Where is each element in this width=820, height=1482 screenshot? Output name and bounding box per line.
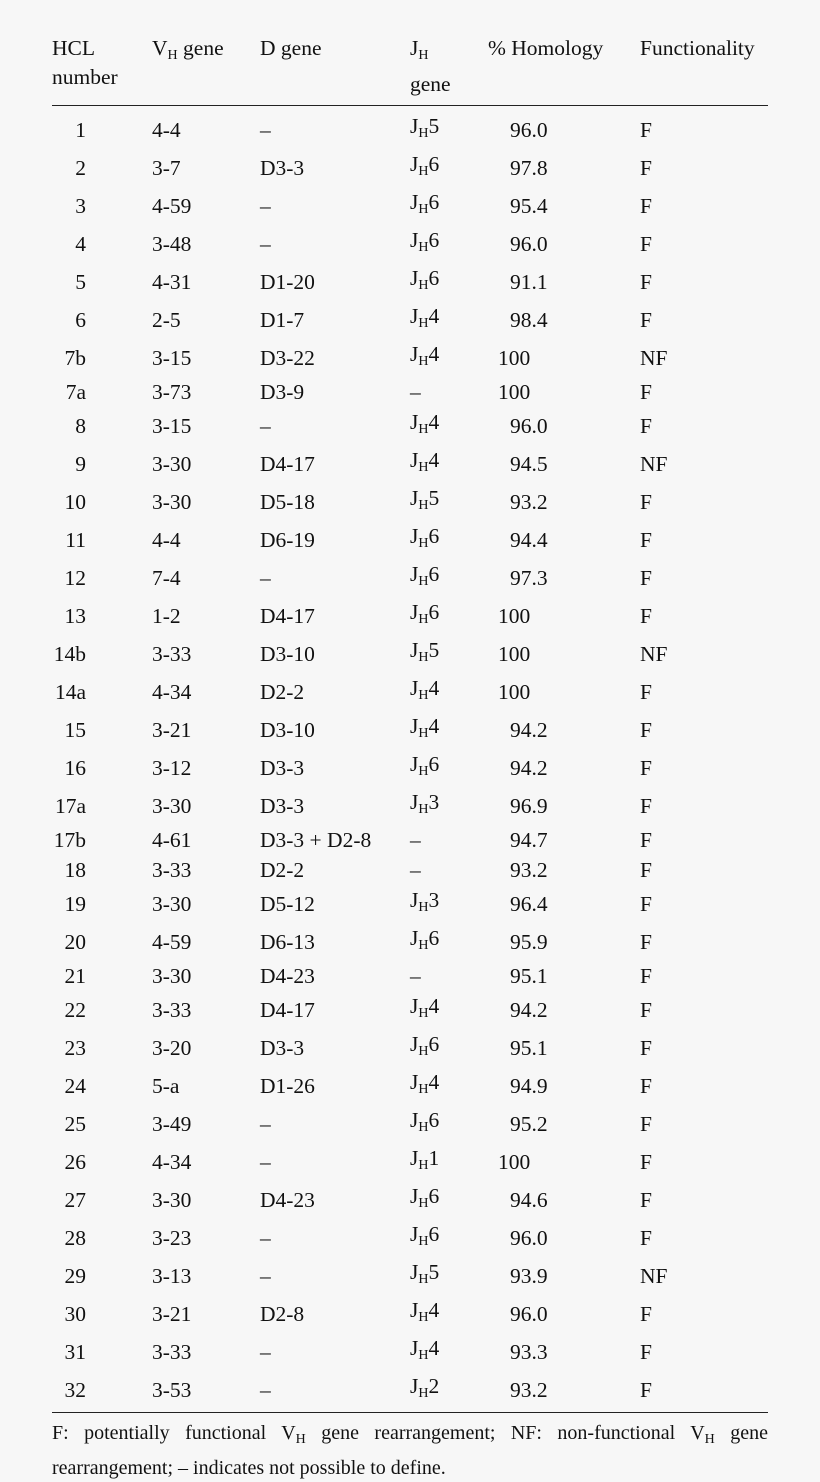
cell-hcl-number: 21	[64, 964, 86, 988]
header-homology: % Homology	[488, 36, 604, 60]
table-row	[52, 407, 768, 445]
cell-functionality: F	[640, 490, 652, 514]
table-row	[52, 1143, 768, 1181]
cell-hcl-number: 11	[65, 528, 86, 552]
cell-d-gene: D3-3	[260, 756, 305, 780]
cell-d-gene: D3-3 + D2-8	[260, 828, 372, 852]
header-hcl-number: HCL number	[52, 36, 118, 89]
cell-homology: 96.4	[510, 892, 548, 916]
table-row	[52, 749, 768, 787]
header-vh-gene: $V_H$ gene	[152, 36, 224, 63]
cell-d-gene: D3-3	[260, 794, 305, 818]
table-row	[52, 923, 768, 961]
cell-jh-gene: $J_H3$	[410, 790, 440, 817]
table-row	[52, 445, 768, 483]
cell-vh-gene: 3-30	[152, 452, 192, 476]
cell-d-gene: D3-9	[260, 380, 305, 404]
header-row	[52, 30, 768, 106]
cell-functionality: F	[640, 1340, 652, 1364]
cell-homology: 96.0	[510, 118, 548, 142]
cell-vh-gene: 3-23	[152, 1226, 192, 1250]
cell-functionality: NF	[640, 452, 668, 476]
cell-hcl-number: 17a	[54, 794, 86, 818]
cell-jh-gene: –	[410, 828, 421, 852]
cell-hcl-number: 16	[64, 756, 86, 780]
cell-vh-gene: 4-4	[152, 118, 181, 142]
cell-functionality: F	[640, 794, 652, 818]
cell-d-gene: D3-10	[260, 642, 315, 666]
cell-homology: 97.3	[510, 566, 548, 590]
cell-jh-gene: $J_H6$	[410, 524, 440, 551]
cell-functionality: F	[640, 118, 652, 142]
cell-homology: 100	[498, 346, 531, 370]
table-row	[52, 855, 768, 885]
cell-jh-gene: $J_H6$	[410, 600, 440, 627]
cell-d-gene: –	[260, 566, 271, 590]
cell-jh-gene: $J_H6$	[410, 1108, 440, 1135]
cell-vh-gene: 3-30	[152, 964, 192, 988]
cell-functionality: F	[640, 308, 652, 332]
cell-homology: 98.4	[510, 308, 548, 332]
cell-d-gene: D3-3	[260, 1036, 305, 1060]
cell-d-gene: –	[260, 1264, 271, 1288]
cell-d-gene: D4-23	[260, 964, 315, 988]
cell-functionality: F	[640, 756, 652, 780]
cell-hcl-number: 3	[75, 194, 86, 218]
cell-jh-gene: $J_H4$	[410, 994, 440, 1021]
cell-jh-gene: $J_H4$	[410, 1336, 440, 1363]
gene-rearrangement-table	[52, 30, 768, 1413]
cell-hcl-number: 13	[64, 604, 86, 628]
cell-functionality: F	[640, 964, 652, 988]
table-row	[52, 521, 768, 559]
cell-functionality: F	[640, 828, 652, 852]
cell-homology: 96.0	[510, 1302, 548, 1326]
cell-vh-gene: 3-30	[152, 892, 192, 916]
cell-vh-gene: 3-21	[152, 1302, 192, 1326]
cell-homology: 94.2	[510, 756, 548, 780]
cell-functionality: F	[640, 858, 652, 882]
cell-d-gene: D6-13	[260, 930, 315, 954]
cell-vh-gene: 4-61	[152, 828, 192, 852]
cell-d-gene: D3-3	[260, 156, 305, 180]
cell-jh-gene: $J_H6$	[410, 562, 440, 589]
cell-jh-gene: –	[410, 964, 421, 988]
table-row	[52, 339, 768, 377]
cell-homology: 94.2	[510, 998, 548, 1022]
cell-d-gene: D5-18	[260, 490, 315, 514]
cell-hcl-number: 30	[64, 1302, 86, 1326]
cell-vh-gene: 3-33	[152, 642, 192, 666]
cell-jh-gene: $J_H6$	[410, 1032, 440, 1059]
cell-hcl-number: 15	[64, 718, 86, 742]
cell-hcl-number: 19	[64, 892, 86, 916]
cell-vh-gene: 3-33	[152, 858, 192, 882]
cell-vh-gene: 3-48	[152, 232, 192, 256]
cell-hcl-number: 5	[75, 270, 86, 294]
cell-jh-gene: $J_H6$	[410, 190, 440, 217]
cell-vh-gene: 3-53	[152, 1378, 192, 1402]
cell-homology: 100	[498, 680, 531, 704]
cell-functionality: F	[640, 1378, 652, 1402]
cell-homology: 91.1	[510, 270, 548, 294]
cell-homology: 100	[498, 1150, 531, 1174]
cell-hcl-number: 23	[64, 1036, 86, 1060]
table-row	[52, 1067, 768, 1105]
table-body	[52, 106, 768, 1413]
cell-functionality: F	[640, 270, 652, 294]
cell-d-gene: D1-7	[260, 308, 305, 332]
cell-vh-gene: 3-30	[152, 490, 192, 514]
cell-jh-gene: $J_H6$	[410, 152, 440, 179]
cell-vh-gene: 2-5	[152, 308, 181, 332]
cell-jh-gene: –	[410, 380, 421, 404]
cell-hcl-number: 12	[64, 566, 86, 590]
table-row	[52, 301, 768, 339]
cell-jh-gene: $J_H4$	[410, 410, 440, 437]
cell-hcl-number: 27	[64, 1188, 86, 1212]
cell-d-gene: D2-8	[260, 1302, 305, 1326]
table-row	[52, 187, 768, 225]
cell-d-gene: D3-10	[260, 718, 315, 742]
cell-functionality: F	[640, 892, 652, 916]
cell-hcl-number: 20	[64, 930, 86, 954]
cell-homology: 94.2	[510, 718, 548, 742]
table-row	[52, 483, 768, 521]
table-row	[52, 559, 768, 597]
cell-homology: 94.9	[510, 1074, 548, 1098]
cell-jh-gene: $J_H5$	[410, 1260, 440, 1287]
cell-d-gene: –	[260, 118, 271, 142]
cell-functionality: F	[640, 194, 652, 218]
cell-homology: 94.5	[510, 452, 548, 476]
table-row	[52, 1371, 768, 1413]
cell-vh-gene: 3-13	[152, 1264, 192, 1288]
cell-functionality: F	[640, 998, 652, 1022]
cell-functionality: F	[640, 1302, 652, 1326]
cell-d-gene: –	[260, 1226, 271, 1250]
cell-vh-gene: 3-49	[152, 1112, 192, 1136]
cell-homology: 95.1	[510, 964, 548, 988]
cell-jh-gene: $J_H6$	[410, 1222, 440, 1249]
table-row	[52, 225, 768, 263]
cell-d-gene: D2-2	[260, 858, 305, 882]
cell-vh-gene: 7-4	[152, 566, 181, 590]
cell-functionality: F	[640, 930, 652, 954]
cell-vh-gene: 3-15	[152, 414, 192, 438]
cell-jh-gene: $J_H3$	[410, 888, 440, 915]
cell-functionality: F	[640, 718, 652, 742]
cell-d-gene: D6-19	[260, 528, 315, 552]
cell-hcl-number: 32	[64, 1378, 86, 1402]
cell-d-gene: –	[260, 1150, 271, 1174]
table-row	[52, 1257, 768, 1295]
cell-functionality: F	[640, 414, 652, 438]
cell-functionality: NF	[640, 1264, 668, 1288]
table-row	[52, 1105, 768, 1143]
cell-functionality: F	[640, 232, 652, 256]
cell-d-gene: –	[260, 1340, 271, 1364]
table-row	[52, 825, 768, 855]
cell-vh-gene: 4-34	[152, 680, 192, 704]
gene-table-container	[52, 30, 773, 1482]
cell-homology: 94.7	[510, 828, 548, 852]
cell-d-gene: –	[260, 1378, 271, 1402]
cell-functionality: F	[640, 566, 652, 590]
table-row	[52, 635, 768, 673]
cell-jh-gene: $J_H6$	[410, 228, 440, 255]
table-row	[52, 377, 768, 407]
cell-hcl-number: 24	[64, 1074, 86, 1098]
table-header	[52, 30, 768, 106]
cell-d-gene: –	[260, 194, 271, 218]
cell-jh-gene: $J_H5$	[410, 114, 440, 141]
cell-jh-gene: $J_H4$	[410, 714, 440, 741]
cell-homology: 96.0	[510, 414, 548, 438]
cell-hcl-number: 17b	[53, 828, 86, 852]
cell-hcl-number: 9	[75, 452, 86, 476]
cell-functionality: F	[640, 680, 652, 704]
cell-homology: 97.8	[510, 156, 548, 180]
cell-d-gene: –	[260, 1112, 271, 1136]
cell-homology: 96.0	[510, 232, 548, 256]
cell-homology: 96.0	[510, 1226, 548, 1250]
cell-homology: 95.9	[510, 930, 548, 954]
cell-homology: 93.2	[510, 490, 548, 514]
cell-homology: 93.2	[510, 858, 548, 882]
cell-d-gene: D2-2	[260, 680, 305, 704]
table-row	[52, 1295, 768, 1333]
cell-vh-gene: 4-59	[152, 930, 192, 954]
table-footnote: F: potentially functional $V_H$ gene rearrangement; NF: non-functional $V_H$ gene rearrangement; – indicates not possible to define.	[52, 1422, 773, 1479]
cell-jh-gene: $J_H6$	[410, 926, 440, 953]
cell-vh-gene: 3-30	[152, 794, 192, 818]
cell-d-gene: D4-17	[260, 604, 315, 628]
cell-jh-gene: $J_H4$	[410, 304, 440, 331]
table-row	[52, 1333, 768, 1371]
cell-hcl-number: 29	[64, 1264, 86, 1288]
cell-d-gene: D4-17	[260, 452, 315, 476]
cell-homology: 100	[498, 642, 531, 666]
cell-homology: 94.4	[510, 528, 548, 552]
cell-hcl-number: 14a	[54, 680, 86, 704]
cell-vh-gene: 4-59	[152, 194, 192, 218]
cell-d-gene: –	[260, 232, 271, 256]
cell-homology: 95.2	[510, 1112, 548, 1136]
cell-hcl-number: 1	[75, 118, 86, 142]
header-d-gene: D gene	[260, 36, 322, 60]
table-row	[52, 673, 768, 711]
cell-vh-gene: 3-20	[152, 1036, 192, 1060]
cell-hcl-number: 7b	[64, 346, 86, 370]
cell-functionality: F	[640, 380, 652, 404]
table-row	[52, 787, 768, 825]
cell-d-gene: D4-17	[260, 998, 315, 1022]
cell-hcl-number: 28	[64, 1226, 86, 1250]
cell-hcl-number: 10	[64, 490, 86, 514]
cell-hcl-number: 4	[75, 232, 86, 256]
cell-d-gene: –	[260, 414, 271, 438]
cell-jh-gene: $J_H1$	[410, 1146, 440, 1173]
cell-functionality: F	[640, 156, 652, 180]
cell-functionality: F	[640, 528, 652, 552]
cell-vh-gene: 3-33	[152, 1340, 192, 1364]
cell-vh-gene: 3-73	[152, 380, 192, 404]
cell-functionality: F	[640, 1036, 652, 1060]
cell-jh-gene: $J_H4$	[410, 1070, 440, 1097]
cell-hcl-number: 6	[75, 308, 86, 332]
cell-jh-gene: $J_H5$	[410, 486, 440, 513]
cell-jh-gene: $J_H5$	[410, 638, 440, 665]
cell-vh-gene: 3-21	[152, 718, 192, 742]
cell-homology: 95.4	[510, 194, 548, 218]
table-row	[52, 991, 768, 1029]
cell-d-gene: D1-26	[260, 1074, 315, 1098]
cell-vh-gene: 3-12	[152, 756, 192, 780]
table-row	[52, 1219, 768, 1257]
cell-homology: 93.3	[510, 1340, 548, 1364]
table-row	[52, 885, 768, 923]
header-jh-gene: $J_H$ gene	[410, 36, 451, 96]
cell-homology: 95.1	[510, 1036, 548, 1060]
table-row	[52, 263, 768, 301]
cell-vh-gene: 1-2	[152, 604, 181, 628]
cell-vh-gene: 4-34	[152, 1150, 192, 1174]
cell-functionality: F	[640, 1112, 652, 1136]
cell-vh-gene: 3-7	[152, 156, 181, 180]
cell-hcl-number: 2	[75, 156, 86, 180]
cell-jh-gene: –	[410, 858, 421, 882]
cell-hcl-number: 14b	[53, 642, 86, 666]
cell-vh-gene: 4-4	[152, 528, 181, 552]
cell-vh-gene: 4-31	[152, 270, 192, 294]
cell-functionality: NF	[640, 346, 668, 370]
cell-jh-gene: $J_H4$	[410, 676, 440, 703]
cell-d-gene: D5-12	[260, 892, 315, 916]
cell-homology: 96.9	[510, 794, 548, 818]
cell-functionality: NF	[640, 642, 668, 666]
header-functionality: Functionality	[640, 36, 755, 60]
cell-hcl-number: 7a	[65, 380, 86, 404]
table-row	[52, 1181, 768, 1219]
cell-homology: 94.6	[510, 1188, 548, 1212]
table-row	[52, 961, 768, 991]
cell-jh-gene: $J_H6$	[410, 1184, 440, 1211]
table-row	[52, 149, 768, 187]
cell-d-gene: D3-22	[260, 346, 315, 370]
cell-hcl-number: 8	[75, 414, 86, 438]
cell-functionality: F	[640, 1150, 652, 1174]
cell-d-gene: D4-23	[260, 1188, 315, 1212]
cell-vh-gene: 3-15	[152, 346, 192, 370]
cell-hcl-number: 18	[64, 858, 86, 882]
cell-jh-gene: $J_H4$	[410, 1298, 440, 1325]
cell-hcl-number: 31	[64, 1340, 86, 1364]
cell-functionality: F	[640, 1188, 652, 1212]
cell-jh-gene: $J_H2$	[410, 1374, 440, 1401]
cell-hcl-number: 22	[64, 998, 86, 1022]
table-row	[52, 106, 768, 150]
cell-jh-gene: $J_H6$	[410, 752, 440, 779]
cell-jh-gene: $J_H4$	[410, 342, 440, 369]
cell-homology: 100	[498, 604, 531, 628]
table-row	[52, 1029, 768, 1067]
cell-hcl-number: 25	[64, 1112, 86, 1136]
cell-functionality: F	[640, 1074, 652, 1098]
cell-hcl-number: 26	[64, 1150, 86, 1174]
cell-jh-gene: $J_H4$	[410, 448, 440, 475]
cell-vh-gene: 3-33	[152, 998, 192, 1022]
cell-functionality: F	[640, 1226, 652, 1250]
cell-vh-gene: 5-a	[152, 1074, 180, 1098]
cell-homology: 93.2	[510, 1378, 548, 1402]
table-row	[52, 597, 768, 635]
cell-vh-gene: 3-30	[152, 1188, 192, 1212]
cell-jh-gene: $J_H6$	[410, 266, 440, 293]
cell-functionality: F	[640, 604, 652, 628]
cell-homology: 93.9	[510, 1264, 548, 1288]
table-row	[52, 711, 768, 749]
cell-homology: 100	[498, 380, 531, 404]
cell-d-gene: D1-20	[260, 270, 315, 294]
